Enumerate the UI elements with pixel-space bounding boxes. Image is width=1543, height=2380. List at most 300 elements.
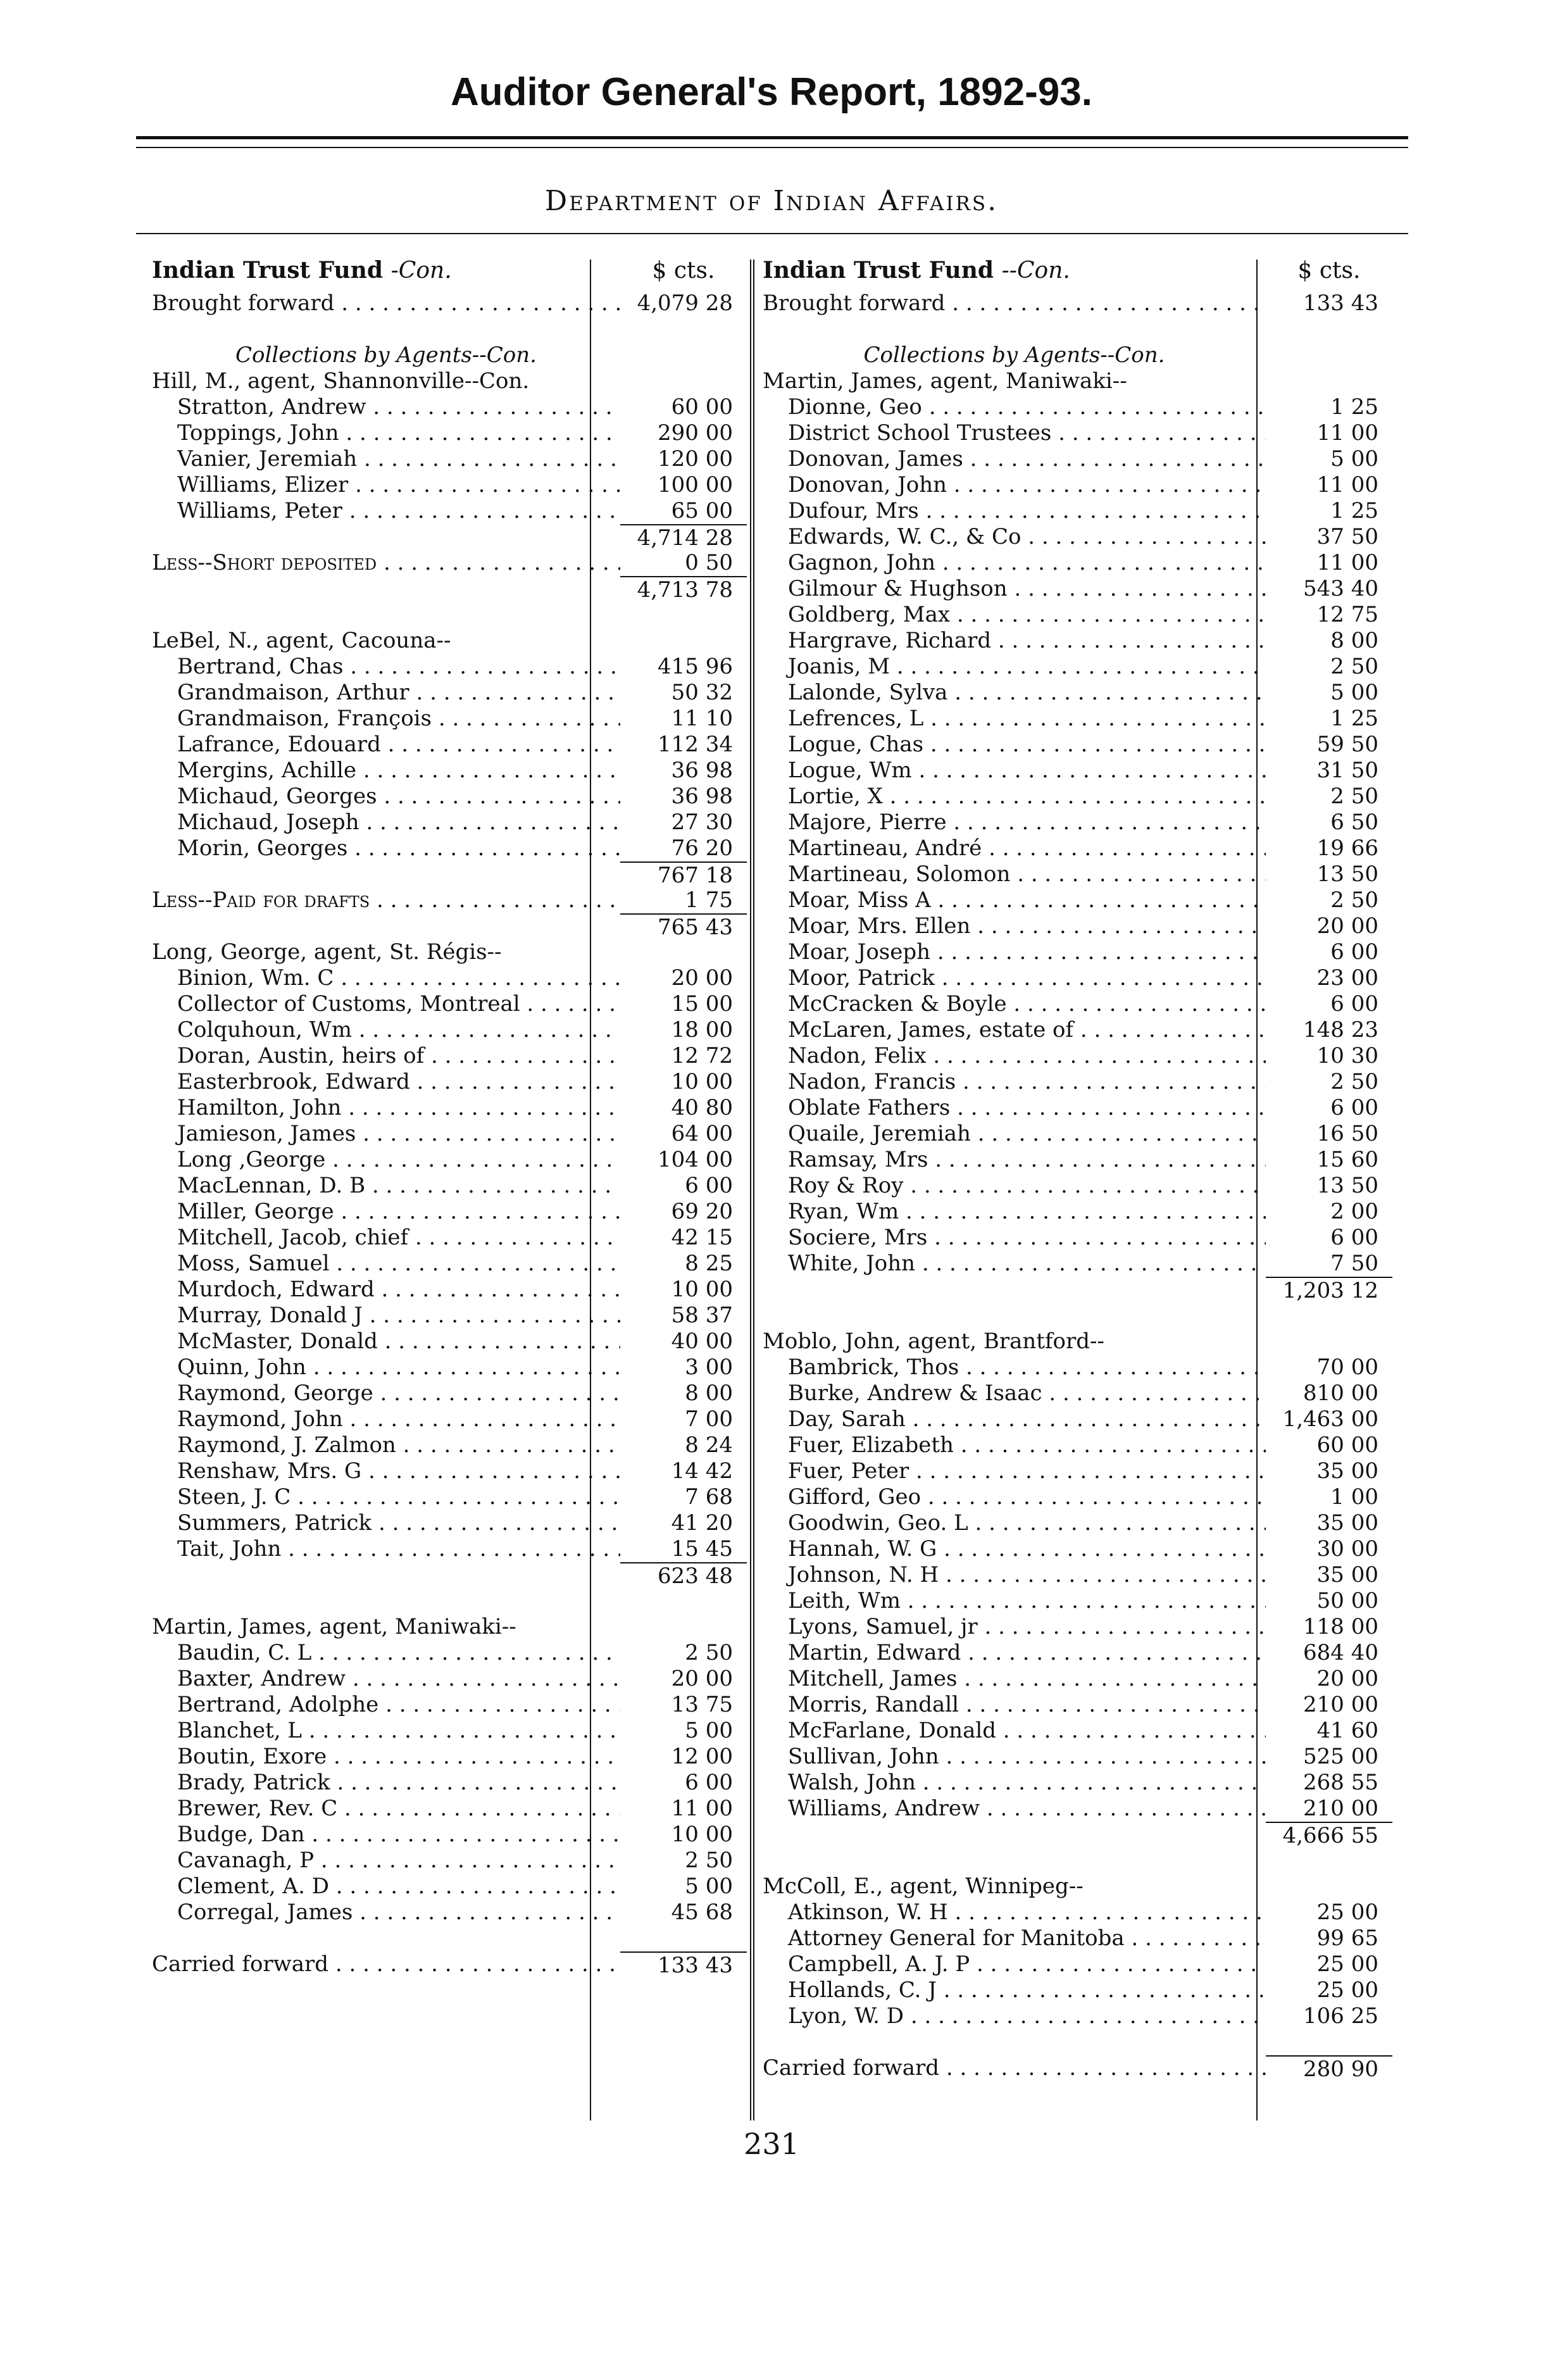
ledger-row bbox=[152, 1329, 747, 1355]
ledger-row bbox=[152, 1069, 747, 1095]
ledger-amount: 6 50 bbox=[1330, 810, 1378, 835]
ledger-label: Michaud, Joseph . . . bbox=[152, 810, 620, 836]
ledger-label bbox=[763, 1848, 1266, 1874]
ledger-label: Blanchet, L . . . bbox=[152, 1718, 620, 1744]
ledger-row bbox=[152, 1640, 747, 1666]
ledger-row bbox=[152, 1355, 747, 1381]
ledger-amount: 6 00 bbox=[685, 1770, 733, 1795]
ledger-amount: 2 50 bbox=[1330, 887, 1378, 913]
ledger-label: Grandmaison, Arthur . . . bbox=[152, 680, 620, 706]
ledger-label: Williams, Andrew . . . bbox=[763, 1796, 1266, 1822]
ledger-row bbox=[763, 654, 1392, 680]
ledger-amount: 16 50 bbox=[1316, 1121, 1378, 1146]
ledger-amount: 15 00 bbox=[671, 991, 733, 1017]
ledger-label: Bambrick, Thos . . . bbox=[763, 1355, 1266, 1381]
ledger-row bbox=[152, 1381, 747, 1406]
ledger-label: Lortie, X . . . bbox=[763, 784, 1266, 810]
ledger-label bbox=[152, 524, 620, 550]
ledger-row bbox=[763, 368, 1392, 394]
ledger-row bbox=[152, 472, 747, 498]
title-rule-thick bbox=[136, 136, 1408, 139]
ledger-row bbox=[152, 1173, 747, 1199]
ledger-label: Moblo, John, agent, Brantford-- bbox=[763, 1329, 1104, 1354]
ledger-row bbox=[152, 1692, 747, 1718]
ledger-label: Goldberg, Max . . . bbox=[763, 602, 1266, 628]
ledger-row bbox=[152, 836, 747, 861]
ledger-row bbox=[763, 1796, 1392, 1822]
ledger-label: Raymond, George . . . bbox=[152, 1381, 620, 1406]
ledger-row bbox=[763, 810, 1392, 836]
ledger-amount: 6 00 bbox=[1330, 1095, 1378, 1120]
ledger-label: District School Trustees . . . bbox=[763, 420, 1266, 446]
ledger-row bbox=[152, 1147, 747, 1173]
ledger-amount bbox=[620, 939, 747, 965]
ledger-amount bbox=[1266, 1848, 1392, 1874]
ledger-row bbox=[763, 420, 1392, 446]
ledger-row bbox=[152, 1588, 747, 1614]
ledger-amount: 20 00 bbox=[1316, 913, 1378, 939]
ledger-amount: 20 00 bbox=[1316, 1666, 1378, 1691]
ledger-amount: 25 00 bbox=[1316, 1900, 1378, 1925]
department-rule bbox=[136, 233, 1408, 234]
ledger-amount: 100 00 bbox=[658, 472, 733, 498]
ledger-row bbox=[763, 1484, 1392, 1510]
page-number: 231 bbox=[744, 2127, 799, 2161]
ledger-row bbox=[152, 1926, 747, 1951]
ledger-row bbox=[763, 758, 1392, 784]
ledger-label: Fuer, Elizabeth . . . bbox=[763, 1432, 1266, 1458]
ledger-amount bbox=[620, 1614, 747, 1640]
ledger-label: Lafrance, Edouard . . . bbox=[152, 732, 620, 758]
ledger-label: Martin, Edward . . . bbox=[763, 1640, 1266, 1666]
ledger-label bbox=[763, 316, 1266, 342]
ledger-row bbox=[763, 1199, 1392, 1225]
ledger-label: Renshaw, Mrs. G . . . bbox=[152, 1458, 620, 1484]
ledger-amount: 59 50 bbox=[1316, 732, 1378, 757]
ledger-amount: 19 66 bbox=[1316, 836, 1378, 861]
ledger-amount: 50 32 bbox=[671, 680, 733, 705]
ledger-row bbox=[152, 446, 747, 472]
ledger-row bbox=[763, 1458, 1392, 1484]
ledger-label: Dionne, Geo . . . bbox=[763, 394, 1266, 420]
ledger-row bbox=[152, 1874, 747, 1900]
ledger-row bbox=[763, 2029, 1392, 2055]
ledger-label bbox=[152, 1562, 620, 1588]
ledger-amount: 12 00 bbox=[671, 1744, 733, 1769]
ledger-amount: 268 55 bbox=[1303, 1770, 1378, 1795]
ledger-amount: 767 18 bbox=[620, 861, 747, 887]
ledger-amount: 4,079 28 bbox=[637, 291, 733, 316]
ledger-amount: 10 00 bbox=[671, 1277, 733, 1302]
ledger-row bbox=[763, 1822, 1392, 1848]
ledger-row bbox=[763, 1744, 1392, 1770]
ledger-row bbox=[152, 1510, 747, 1536]
ledger-row bbox=[763, 1666, 1392, 1692]
ledger-label: Miller, George . . . bbox=[152, 1199, 620, 1225]
ledger-label: Quinn, John . . . bbox=[152, 1355, 620, 1381]
ledger-amount: 58 37 bbox=[671, 1303, 733, 1328]
ledger-label: Brought forward . . . bbox=[152, 291, 620, 316]
ledger-label: Lyons, Samuel, jr . . . bbox=[763, 1614, 1266, 1640]
ledger-row bbox=[152, 784, 747, 810]
ledger-row bbox=[763, 1381, 1392, 1406]
ledger-row bbox=[152, 1225, 747, 1251]
ledger-amount: 11 00 bbox=[1316, 550, 1378, 575]
ledger-amount: 2 00 bbox=[1330, 1199, 1378, 1224]
ledger-row bbox=[763, 2003, 1392, 2029]
ledger-amount: 8 24 bbox=[685, 1432, 733, 1458]
ledger-label: Williams, Peter . . . bbox=[152, 498, 620, 524]
ledger-row bbox=[152, 1666, 747, 1692]
ledger-label bbox=[152, 576, 620, 602]
ledger-label bbox=[763, 1277, 1266, 1303]
ledger-amount: 27 30 bbox=[671, 810, 733, 835]
ledger-row bbox=[152, 654, 747, 680]
ledger-amount: 12 72 bbox=[671, 1043, 733, 1068]
ledger-label: Hamilton, John . . . bbox=[152, 1095, 620, 1121]
ledger-label: Leith, Wm . . . bbox=[763, 1588, 1266, 1614]
ledger-label bbox=[152, 1588, 620, 1614]
ledger-label: Joanis, M . . . bbox=[763, 654, 1266, 680]
ledger-row bbox=[763, 1926, 1392, 1951]
ledger-label: Budge, Dan . . . bbox=[152, 1822, 620, 1848]
ledger-label: Moar, Joseph . . . bbox=[763, 939, 1266, 965]
ledger-row bbox=[152, 1199, 747, 1225]
page-title: Auditor General's Report, 1892-93. bbox=[451, 70, 1092, 114]
ledger-row bbox=[763, 965, 1392, 991]
ledger-label: Brewer, Rev. C . . . bbox=[152, 1796, 620, 1822]
ledger-row bbox=[763, 991, 1392, 1017]
ledger-row bbox=[763, 1536, 1392, 1562]
ledger-row bbox=[152, 420, 747, 446]
ledger-label: Lefrences, L . . . bbox=[763, 706, 1266, 732]
ledger-label: Gifford, Geo . . . bbox=[763, 1484, 1266, 1510]
ledger-label: Long ,George . . . bbox=[152, 1147, 620, 1173]
ledger-row bbox=[152, 732, 747, 758]
ledger-amount: 104 00 bbox=[658, 1147, 733, 1172]
ledger-label: Hargrave, Richard . . . bbox=[763, 628, 1266, 654]
ledger-row bbox=[763, 732, 1392, 758]
ledger-row bbox=[763, 1147, 1392, 1173]
ledger-row bbox=[152, 1536, 747, 1562]
ledger-amount: 36 98 bbox=[671, 758, 733, 783]
ledger-label: McLaren, James, estate of . . . bbox=[763, 1017, 1266, 1043]
ledger-amount: 1,203 12 bbox=[1266, 1277, 1392, 1303]
ledger-label: Doran, Austin, heirs of . . . bbox=[152, 1043, 620, 1069]
ledger-amount: 4,713 78 bbox=[620, 576, 747, 602]
ledger-amount: 69 20 bbox=[671, 1199, 733, 1224]
ledger-amount: 8 25 bbox=[685, 1251, 733, 1276]
ledger-row bbox=[152, 1796, 747, 1822]
ledger-label: Nadon, Francis . . . bbox=[763, 1069, 1266, 1095]
ledger-label: Ramsay, Mrs . . . bbox=[763, 1147, 1266, 1173]
ledger-label: Hill, M., agent, Shannonville--Con. bbox=[152, 368, 530, 394]
ledger-row bbox=[763, 1718, 1392, 1744]
ledger-row bbox=[763, 2055, 1392, 2081]
ledger-row bbox=[763, 1432, 1392, 1458]
ledger-label: Vanier, Jeremiah . . . bbox=[152, 446, 620, 472]
ledger-label: Hollands, C. J . . . bbox=[763, 1977, 1266, 2003]
ledger-label: Mitchell, James . . . bbox=[763, 1666, 1266, 1692]
ledger-amount bbox=[620, 602, 747, 628]
ledger-row bbox=[152, 1406, 747, 1432]
ledger-amount: 280 90 bbox=[1266, 2055, 1392, 2081]
ledger-amount: 13 75 bbox=[671, 1692, 733, 1717]
ledger-row bbox=[763, 524, 1392, 550]
ledger-row bbox=[763, 939, 1392, 965]
ledger-row bbox=[763, 1874, 1392, 1900]
ledger-label: Murray, Donald J . . . bbox=[152, 1303, 620, 1329]
ledger-row bbox=[763, 1303, 1392, 1329]
ledger-amount: 6 00 bbox=[1330, 939, 1378, 965]
ledger-label: Donovan, John . . . bbox=[763, 472, 1266, 498]
ledger-label: Moar, Miss A . . . bbox=[763, 887, 1266, 913]
department-heading: Department of Indian Affairs. bbox=[544, 185, 999, 217]
ledger-amount: 5 00 bbox=[1330, 446, 1378, 472]
ledger-amount: 290 00 bbox=[658, 420, 733, 446]
ledger-row bbox=[152, 1121, 747, 1147]
ledger-amount bbox=[620, 628, 747, 654]
ledger-label: McCracken & Boyle . . . bbox=[763, 991, 1266, 1017]
left-heading-suffix: -Con. bbox=[390, 258, 452, 284]
ledger-amount: 35 00 bbox=[1316, 1510, 1378, 1536]
left-heading: Indian Trust Fund bbox=[152, 257, 384, 284]
ledger-amount: 20 00 bbox=[671, 965, 733, 991]
ledger-amount: 31 50 bbox=[1316, 758, 1378, 783]
ledger-row bbox=[763, 342, 1392, 368]
ledger-amount bbox=[1266, 2029, 1392, 2055]
ledger-row bbox=[152, 1822, 747, 1848]
ledger-amount bbox=[1266, 1874, 1392, 1900]
ledger-label: Martin, James, agent, Maniwaki-- bbox=[152, 1614, 516, 1639]
ledger-row bbox=[763, 861, 1392, 887]
ledger-label: Binion, Wm. C . . . bbox=[152, 965, 620, 991]
ledger-label: Raymond, J. Zalmon . . . bbox=[152, 1432, 620, 1458]
ledger-amount bbox=[1266, 1329, 1392, 1355]
ledger-amount bbox=[620, 1588, 747, 1614]
ledger-row bbox=[763, 1640, 1392, 1666]
ledger-amount: 70 00 bbox=[1316, 1355, 1378, 1380]
ledger-label: Morris, Randall . . . bbox=[763, 1692, 1266, 1718]
ledger-row bbox=[763, 1406, 1392, 1432]
ledger-row bbox=[152, 576, 747, 602]
ledger-label: Gilmour & Hughson . . . bbox=[763, 576, 1266, 602]
ledger-amount: 118 00 bbox=[1303, 1614, 1378, 1639]
ledger-row bbox=[763, 1225, 1392, 1251]
ledger-row bbox=[152, 680, 747, 706]
ledger-amount: 15 45 bbox=[671, 1536, 733, 1562]
ledger-amount bbox=[620, 368, 747, 394]
ledger-row bbox=[152, 1848, 747, 1874]
ledger-amount: 1 25 bbox=[1330, 394, 1378, 420]
ledger-row bbox=[152, 1562, 747, 1588]
ledger-row bbox=[763, 1692, 1392, 1718]
ledger-amount: 5 00 bbox=[685, 1874, 733, 1899]
ledger-label: Atkinson, W. H . . . bbox=[763, 1900, 1266, 1926]
ledger-label: Summers, Patrick . . . bbox=[152, 1510, 620, 1536]
ledger-row bbox=[152, 602, 747, 628]
ledger-label: Majore, Pierre . . . bbox=[763, 810, 1266, 836]
ledger-amount: 8 00 bbox=[685, 1381, 733, 1406]
ledger-label: Logue, Wm . . . bbox=[763, 758, 1266, 784]
ledger-amount: 25 00 bbox=[1316, 1951, 1378, 1977]
ledger-label: Attorney General for Manitoba . . . bbox=[763, 1926, 1266, 1951]
ledger-row bbox=[152, 368, 747, 394]
ledger-label: Bertrand, Adolphe . . . bbox=[152, 1692, 620, 1718]
ledger-amount: 7 00 bbox=[685, 1406, 733, 1432]
ledger-amount: 18 00 bbox=[671, 1017, 733, 1043]
ledger-amount: 623 48 bbox=[620, 1562, 747, 1588]
ledger-row bbox=[763, 1017, 1392, 1043]
ledger-label: Bertrand, Chas . . . bbox=[152, 654, 620, 680]
ledger-amount: 4,666 55 bbox=[1266, 1822, 1392, 1848]
ledger-label: Gagnon, John . . . bbox=[763, 550, 1266, 576]
column-divider-left-double bbox=[753, 260, 754, 2120]
ledger-amount: 11 00 bbox=[1316, 420, 1378, 446]
left-column-header bbox=[152, 250, 747, 291]
ledger-amount bbox=[620, 342, 747, 368]
ledger-amount: 6 00 bbox=[1330, 1225, 1378, 1250]
ledger-row bbox=[152, 394, 747, 420]
ledger-label: Brady, Patrick . . . bbox=[152, 1770, 620, 1796]
ledger-amount: 1 00 bbox=[1330, 1484, 1378, 1510]
ledger-amount: 13 50 bbox=[1316, 1173, 1378, 1198]
ledger-row bbox=[152, 758, 747, 784]
ledger-amount bbox=[1266, 368, 1392, 394]
ledger-amount: 10 30 bbox=[1316, 1043, 1378, 1068]
ledger-amount bbox=[1266, 1303, 1392, 1329]
ledger-label: Collections by Agents--Con. bbox=[863, 342, 1165, 368]
ledger-label bbox=[763, 1822, 1266, 1848]
ledger-amount: 2 50 bbox=[685, 1640, 733, 1665]
ledger-amount: 23 00 bbox=[1316, 965, 1378, 991]
ledger-label: Fuer, Peter . . . bbox=[763, 1458, 1266, 1484]
ledger-row bbox=[763, 316, 1392, 342]
ledger-label: Murdoch, Edward . . . bbox=[152, 1277, 620, 1303]
ledger-label: Colquhoun, Wm . . . bbox=[152, 1017, 620, 1043]
ledger-label: Less--Paid for drafts . . . bbox=[152, 887, 620, 913]
ledger-amount: 25 00 bbox=[1316, 1977, 1378, 2003]
ledger-label: White, John . . . bbox=[763, 1251, 1266, 1277]
ledger-label: Tait, John . . . bbox=[152, 1536, 620, 1562]
ledger-label: Williams, Elizer . . . bbox=[152, 472, 620, 498]
ledger-label: Sullivan, John . . . bbox=[763, 1744, 1266, 1770]
ledger-label bbox=[152, 913, 620, 939]
ledger-amount: 76 20 bbox=[671, 836, 733, 861]
ledger-label: McColl, E., agent, Winnipeg-- bbox=[763, 1874, 1084, 1899]
ledger-label: Raymond, John . . . bbox=[152, 1406, 620, 1432]
right-heading: Indian Trust Fund bbox=[763, 257, 994, 284]
ledger-amount: 7 50 bbox=[1330, 1251, 1378, 1276]
ledger-row bbox=[763, 1770, 1392, 1796]
ledger-amount bbox=[1266, 342, 1392, 368]
ledger-label: Grandmaison, François . . . bbox=[152, 706, 620, 732]
ledger-label bbox=[763, 1303, 1266, 1329]
ledger-row bbox=[763, 472, 1392, 498]
ledger-row bbox=[152, 1277, 747, 1303]
ledger-row bbox=[763, 394, 1392, 420]
ledger-row bbox=[152, 887, 747, 913]
ledger-label: Clement, A. D . . . bbox=[152, 1874, 620, 1900]
ledger-label: Hannah, W. G . . . bbox=[763, 1536, 1266, 1562]
ledger-label: Boutin, Exore . . . bbox=[152, 1744, 620, 1770]
ledger-row bbox=[152, 316, 747, 342]
ledger-row bbox=[152, 1432, 747, 1458]
ledger-label: Oblate Fathers . . . bbox=[763, 1095, 1266, 1121]
ledger-label: Moar, Mrs. Ellen . . . bbox=[763, 913, 1266, 939]
ledger-label: Moor, Patrick . . . bbox=[763, 965, 1266, 991]
ledger-row bbox=[152, 965, 747, 991]
ledger-amount: 684 40 bbox=[1303, 1640, 1378, 1665]
ledger-label: Walsh, John . . . bbox=[763, 1770, 1266, 1796]
ledger-amount: 133 43 bbox=[1303, 291, 1378, 316]
ledger-label: Easterbrook, Edward . . . bbox=[152, 1069, 620, 1095]
ledger-amount: 40 00 bbox=[671, 1329, 733, 1354]
ledger-label: Burke, Andrew & Isaac . . . bbox=[763, 1381, 1266, 1406]
ledger-label: Roy & Roy . . . bbox=[763, 1173, 1266, 1199]
ledger-amount: 148 23 bbox=[1303, 1017, 1378, 1043]
ledger-amount: 65 00 bbox=[671, 498, 733, 523]
ledger-amount: 1 25 bbox=[1330, 498, 1378, 523]
ledger-label: Quaile, Jeremiah . . . bbox=[763, 1121, 1266, 1147]
ledger-row bbox=[763, 784, 1392, 810]
ledger-label: Brought forward . . . bbox=[763, 291, 1266, 316]
ledger-amount: 15 60 bbox=[1316, 1147, 1378, 1172]
left-currency-label: $ cts. bbox=[652, 257, 715, 284]
ledger-label: Collector of Customs, Montreal . . . bbox=[152, 991, 620, 1017]
ledger-label: Edwards, W. C., & Co . . . bbox=[763, 524, 1266, 550]
ledger-amount: 210 00 bbox=[1303, 1796, 1378, 1821]
ledger-amount: 35 00 bbox=[1316, 1458, 1378, 1484]
ledger-row bbox=[763, 1848, 1392, 1874]
ledger-amount: 64 00 bbox=[671, 1121, 733, 1146]
ledger-amount: 60 00 bbox=[671, 394, 733, 420]
ledger-label: Morin, Georges . . . bbox=[152, 836, 620, 861]
ledger-row bbox=[152, 1095, 747, 1121]
ledger-row bbox=[152, 1043, 747, 1069]
ledger-row bbox=[152, 1614, 747, 1640]
ledger-row bbox=[152, 1458, 747, 1484]
ledger-amount: 99 65 bbox=[1316, 1926, 1378, 1951]
ledger-label: Less--Short deposited . . . bbox=[152, 550, 620, 576]
ledger-label: Baudin, C. L . . . bbox=[152, 1640, 620, 1666]
ledger-amount: 40 80 bbox=[671, 1095, 733, 1120]
ledger-label: Johnson, N. H . . . bbox=[763, 1562, 1266, 1588]
ledger-label: Carried forward . . . bbox=[763, 2055, 1266, 2081]
ledger-label: Jamieson, James . . . bbox=[152, 1121, 620, 1147]
ledger-row bbox=[152, 342, 747, 368]
ledger-label: Collections by Agents--Con. bbox=[235, 342, 537, 368]
ledger-amount: 4,714 28 bbox=[620, 524, 747, 550]
ledger-row bbox=[763, 1510, 1392, 1536]
ledger-label: Sociere, Mrs . . . bbox=[763, 1225, 1266, 1251]
ledger-row bbox=[152, 939, 747, 965]
ledger-amount: 2 50 bbox=[1330, 654, 1378, 679]
ledger-amount: 2 50 bbox=[685, 1848, 733, 1873]
ledger-row bbox=[152, 524, 747, 550]
ledger-row bbox=[763, 1951, 1392, 1977]
right-column-header bbox=[763, 250, 1392, 291]
ledger-label: Moss, Samuel . . . bbox=[152, 1251, 620, 1277]
left-ledger-column bbox=[152, 250, 747, 1977]
ledger-row bbox=[152, 1017, 747, 1043]
ledger-amount: 42 15 bbox=[671, 1225, 733, 1250]
ledger-amount: 11 00 bbox=[1316, 472, 1378, 498]
ledger-label bbox=[763, 2029, 1266, 2055]
ledger-row bbox=[152, 1951, 747, 1977]
ledger-amount: 37 50 bbox=[1316, 524, 1378, 549]
ledger-label: Dufour, Mrs . . . bbox=[763, 498, 1266, 524]
